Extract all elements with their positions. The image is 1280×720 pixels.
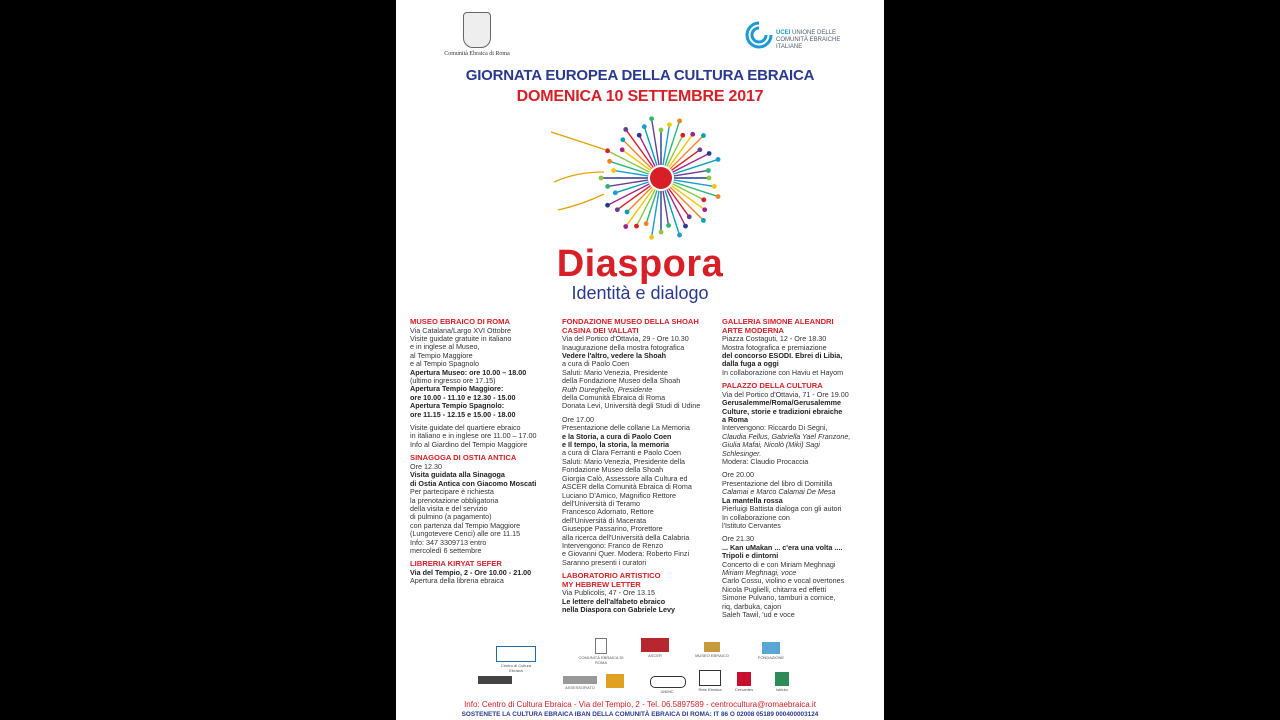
program-line: dell'Università di Macerata: [562, 515, 647, 525]
sponsor-logo: [604, 674, 626, 689]
program-line: Via Catalana/Largo XVI Ottobre: [410, 325, 511, 335]
brand-name: Diaspora: [556, 243, 724, 285]
section-heading: MUSEO EBRAICO DI ROMA: [410, 317, 510, 326]
program-line: Visite guidate gratuite in italiano: [410, 334, 512, 343]
program-line: Via del Portico d'Ottavia, 29 - Ore 10.30: [562, 334, 689, 344]
section-heading: CASINA DEI VALLATI: [562, 325, 639, 335]
program-line: La mantella rossa: [722, 495, 783, 505]
program-line: (ultimo ingresso ore 17.15): [410, 376, 496, 386]
section-heading: ARTE MODERNA: [722, 325, 785, 335]
program-line: e in inglese al Museo,: [410, 342, 480, 352]
program-line: Giuseppe Passarino, Prorettore: [562, 524, 663, 534]
sponsor-logo: Cervantes: [734, 672, 754, 692]
program-line: l'Istituto Cervantes: [722, 520, 781, 530]
sponsor-logos: [396, 634, 884, 694]
program-line: e Il tempo, la storia, la memoria: [562, 440, 670, 450]
program-line: Intervengono: Franco de Renzo: [562, 540, 664, 550]
ucei-logo: [744, 20, 864, 52]
program-line: di Ostia Antica con Giacomo Moscati: [410, 478, 537, 488]
program-line: Ore 17.00: [562, 414, 594, 424]
sponsor-logo: UNIMC: [650, 676, 684, 694]
section-heading: FONDAZIONE MUSEO DELLA SHOAH: [562, 317, 699, 326]
program-line: Visite guidate del quartiere ebraico: [410, 423, 521, 433]
program-line: Concerto di e con Miriam Meghnagi: [722, 559, 836, 569]
ucei-mark-icon: [744, 20, 774, 50]
program-line: Giulia Mafai, Nicolò (Miki) Sagi: [722, 440, 820, 450]
program-line: Saluti: Mario Venezia, Presidente: [562, 367, 668, 377]
program-line: Giorgia Calò, Assessore alla Cultura ed: [562, 473, 688, 483]
sponsor-logo: MUSEO EBRAICO: [692, 642, 732, 658]
ucei-text: UNIONE DELLE COMUNITÀ EBRAICHE ITALIANE: [776, 30, 841, 50]
program-line: la prenotazione obbligatoria: [410, 495, 499, 505]
program-column-1: [410, 318, 550, 586]
program-line: e la Storia, a cura di Paolo Coen: [562, 431, 672, 441]
program-line: dell'Università di Teramo: [562, 498, 640, 508]
program-line: Luciano D'Amico, Magnifico Rettore: [562, 490, 677, 500]
program-line: del concorso ESODI. Ebrei di Libia,: [722, 351, 843, 360]
sponsor-logo: Centro di Cultura Ebraica: [496, 646, 536, 673]
program-line: Apertura della libreria ebraica: [410, 576, 504, 586]
dandelion-illustration: [546, 110, 736, 250]
sponsor-logo: ASCER: [638, 638, 672, 658]
program-line: Claudia Fellus, Gabriella Yael Franzone,: [722, 431, 851, 441]
sponsor-logo: COMUNITÀ EBRAICA DI ROMA: [576, 638, 626, 665]
program-line: alla ricerca dell'Università della Calabria: [562, 532, 690, 542]
program-line: della Fondazione Museo della Shoah: [562, 376, 681, 386]
comunita-logo: [442, 12, 512, 57]
program-column-2: [562, 318, 714, 615]
program-line: Apertura Tempio Maggiore:: [410, 384, 504, 394]
program-line: Schlesinger.: [722, 448, 762, 458]
footer-info: Info: Centro di Cultura Ebraica - Via del Tempio, 2 - Tel. 06.5897589 - centrocultura@romaebraica.it: [464, 700, 816, 709]
section-heading: LIBRERIA KIRYAT SEFER: [410, 559, 502, 569]
program-line: Miriam Meghnagi, voce: [722, 567, 797, 577]
program-line: Le lettere dell'alfabeto ebraico: [562, 596, 666, 606]
program-line: Info al Giardino del Tempio Maggiore: [410, 439, 528, 449]
program-line: Ore 20.00: [722, 470, 754, 480]
program-line: Via Publicolis, 47 - Ore 13.15: [562, 588, 655, 598]
program-line: In collaborazione con Haviu et Hayom: [722, 367, 844, 377]
program-line: Pierluigi Battista dialoga con gli autori: [722, 504, 842, 514]
program-line: riq, darbuka, cajon: [722, 601, 782, 611]
program-line: Culture, storie e tradizioni ebraiche: [722, 406, 843, 416]
program-line: Inaugurazione della mostra fotografica: [562, 342, 685, 352]
program-line: della visita e del servizio: [410, 503, 488, 513]
program-line: nella Diaspora con Gabriele Levy: [562, 605, 676, 615]
program-line: in italiano e in inglese ore 11.00 – 17.00: [410, 431, 537, 441]
program-line: Ruth Dureghello, Presidente: [562, 384, 653, 394]
program-line: e Giovanni Quer. Modera: Roberto Finzi: [562, 549, 690, 559]
program-line: Fondazione Museo della Shoah: [562, 465, 664, 475]
program-line: ... Kan uMakan ... c'era una volta ....: [722, 542, 843, 552]
program-line: ore 11.15 - 12.15 e 15.00 - 18.00: [410, 409, 516, 419]
program-line: della Comunità Ebraica di Roma: [562, 393, 666, 403]
program-line: Calamai e Marco Calamai De Mesa: [722, 487, 836, 497]
event-poster: [396, 0, 884, 720]
program-line: Modera: Claudio Procaccia: [722, 457, 809, 467]
section-heading: SINAGOGA DI OSTIA ANTICA: [410, 453, 517, 463]
program-line: ASCER della Comunità Ebraica di Roma: [562, 482, 692, 492]
program-line: Donata Levi, Università degli Studi di Udine: [562, 401, 701, 411]
program-line: Carlo Cossu, violino e vocal overtones: [722, 576, 845, 586]
footer-iban: SOSTENETE LA CULTURA EBRAICA IBAN DELLA COMUNITÀ EBRAICA DI ROMA: IT 86 O 02008 05189 000400003124: [461, 711, 819, 718]
emblem-icon: [463, 12, 491, 48]
program-line: Presentazione delle collane La Memoria: [562, 423, 690, 433]
event-title: GIORNATA EUROPEA DELLA CULTURA EBRAICA: [465, 67, 815, 84]
section-heading: LABORATORIO ARTISTICO: [562, 571, 661, 581]
program-line: Per partecipare è richiesta: [410, 487, 494, 497]
program-line: a cura di Clara Ferranti e Paolo Coen: [562, 448, 682, 458]
program-line: Intervengono: Riccardo Di Segni,: [722, 423, 828, 433]
program-line: Nicola Puglielli, chitarra ed effetti: [722, 584, 827, 594]
program-line: mercoledì 6 settembre: [410, 545, 482, 555]
program-line: Via del Portico d'Ottavia, 71 - Ore 19.00: [722, 389, 849, 399]
program-line: Info: 347 3309713 entro: [410, 537, 487, 547]
program-column-3: [722, 318, 872, 619]
section-heading: PALAZZO DELLA CULTURA: [722, 381, 823, 391]
program-line: Visita guidata alla Sinagoga: [410, 470, 505, 480]
program-line: dalla fuga a oggi: [722, 359, 779, 369]
program-line: Saluti: Mario Venezia, Presidente della: [562, 456, 686, 466]
event-date: DOMENICA 10 SETTEMBRE 2017: [516, 88, 764, 105]
program-line: Piazza Costaguti, 12 - Ore 18.30: [722, 334, 827, 344]
program-line: ore 10.00 - 11.10 e 12.30 - 15.00: [410, 392, 516, 402]
program-line: In collaborazione con: [722, 512, 790, 522]
program-line: Vedere l'altro, vedere la Shoah: [562, 351, 666, 360]
sponsor-logo: Rete Ebraica: [692, 670, 728, 692]
program-line: Tripoli e dintorni: [722, 551, 779, 561]
program-line: (Lungotevere Cenci) alle ore 11.15: [410, 529, 521, 539]
sponsor-logo: FONDAZIONE: [756, 642, 786, 660]
program-line: Mostra fotografica e premiazione: [722, 342, 827, 352]
program-line: Francesco Adornato, Rettore: [562, 507, 654, 517]
program-line: Ore 21.30: [722, 534, 754, 544]
program-line: Saleh Tawil, 'ud e voce: [722, 609, 795, 619]
sponsor-logo: Istituto: [762, 672, 802, 692]
program-line: e al Tempio Spagnolo: [410, 359, 479, 369]
sponsor-logo: ASSESSORATO: [562, 676, 598, 690]
program-line: Apertura Tempio Spagnolo:: [410, 401, 505, 411]
program-line: Presentazione del libro di Domitilla: [722, 478, 833, 488]
program-line: Via del Tempio, 2 - Ore 10.00 - 21.00: [410, 567, 532, 577]
section-heading: MY HEBREW LETTER: [562, 579, 641, 589]
program-line: Gerusalemme/Roma/Gerusalemme: [722, 398, 842, 408]
section-heading: GALLERIA SIMONE ALEANDRI: [722, 317, 834, 326]
program-line: a Roma: [722, 415, 748, 425]
ucei-abbr: UCEI: [776, 30, 791, 36]
program-line: al Tempio Maggiore: [410, 350, 473, 360]
brand-subtitle: Identità e dialogo: [571, 283, 709, 303]
program-line: Simone Pulvano, tamburi a cornice,: [722, 593, 836, 603]
program-line: Ore 12.30: [410, 461, 442, 471]
comunita-caption: Comunità Ebraica di Roma: [444, 51, 510, 57]
program-line: a cura di Paolo Coen: [562, 359, 630, 369]
program-line: Apertura Museo: ore 10.00 – 18.00: [410, 367, 527, 377]
program-line: Saranno presenti i curatori: [562, 557, 647, 567]
program-line: di pulmino (a pagamento): [410, 512, 492, 522]
program-line: con partenza dal Tempio Maggiore: [410, 520, 521, 530]
sponsor-logo: [478, 676, 512, 685]
